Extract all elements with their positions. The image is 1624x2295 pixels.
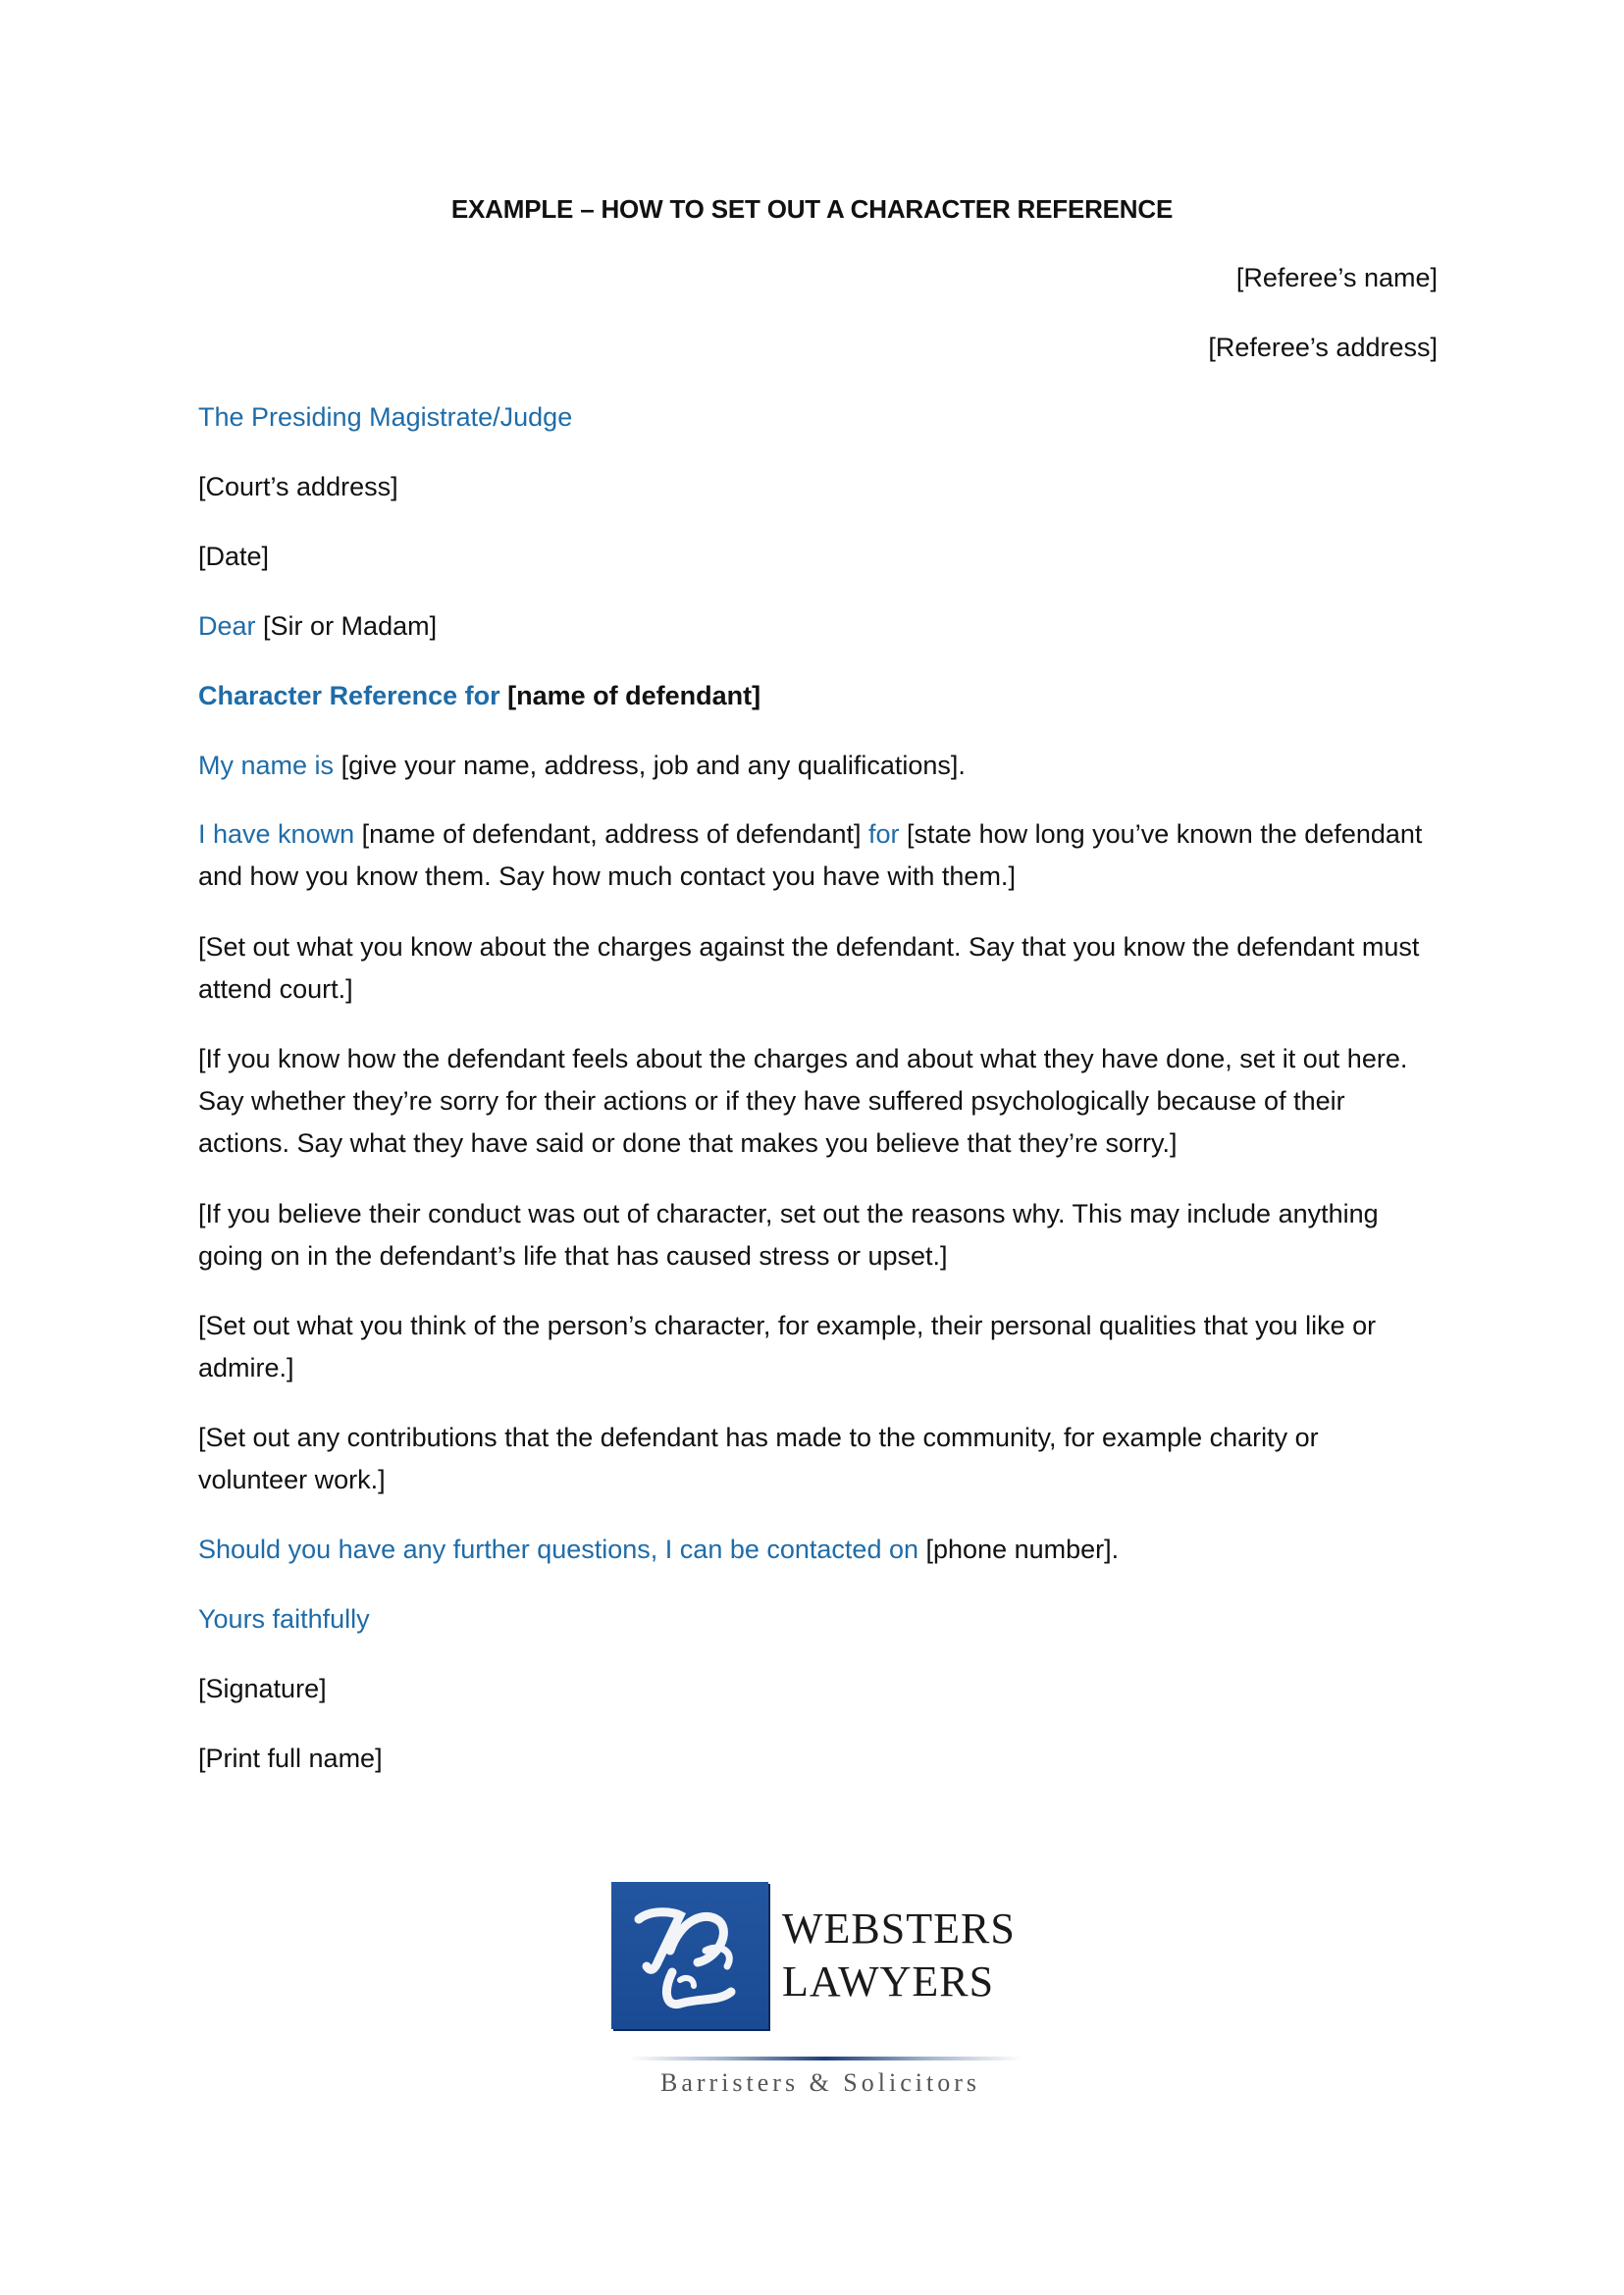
logo-line-2: LAWYERS — [782, 1957, 995, 2006]
court-address: [Court’s address] — [198, 472, 398, 501]
charges-paragraph: [Set out what you know about the charges against the defendant. Say that you know the defendant must attend court.] — [198, 932, 1420, 1004]
logo-tagline: Barristers & Solicitors — [660, 2068, 980, 2097]
signature-placeholder: [Signature] — [198, 1674, 327, 1703]
conduct-paragraph: [If you believe their conduct was out of character, set out the reasons why. This may include anything going on in the defendant’s life that has caused stress or upset.] — [198, 1199, 1379, 1271]
known-placeholder-2: [state how long you’ve known the defendant and how you know them. Say how much contact you have with them.] — [198, 819, 1423, 891]
contact-prefix: Should you have any further questions, I can be contacted on — [198, 1535, 918, 1564]
logo-divider — [629, 2057, 1022, 2060]
addressee: The Presiding Magistrate/Judge — [198, 402, 573, 432]
contact-placeholder: [phone number]. — [925, 1535, 1120, 1564]
document-title: EXAMPLE – HOW TO SET OUT A CHARACTER REFERENCE — [450, 194, 1174, 224]
community-paragraph: [Set out any contributions that the defendant has made to the community, for example charity or volunteer work.] — [198, 1423, 1319, 1494]
remorse-paragraph: [If you know how the defendant feels about the charges and about what they have done, set it out here. Say whether they’re sorry for their actions or if they have suffered psychologically because of their actions. Say what they have said or done that makes you believe that they’re sorry.] — [198, 1044, 1408, 1158]
known-prefix: I have known — [198, 819, 355, 849]
subject-prefix: Character Reference for — [198, 681, 500, 710]
print-name-placeholder: [Print full name] — [198, 1744, 383, 1773]
wl-monogram-icon — [611, 1882, 768, 2029]
contact-line — [198, 1535, 1119, 1565]
referee-name: [Referee’s name] — [1235, 263, 1438, 292]
closing: Yours faithfully — [198, 1604, 370, 1634]
subject-line — [198, 681, 760, 711]
salutation-prefix: Dear — [198, 611, 256, 641]
known-placeholder-1: [name of defendant, address of defendant] — [361, 819, 862, 849]
subject-placeholder: [name of defendant] — [507, 681, 761, 710]
known-connector: for — [868, 819, 900, 849]
letter-date: [Date] — [198, 542, 270, 571]
intro-placeholder: [give your name, address, job and any qualifications]. — [341, 751, 966, 780]
referee-address: [Referee’s address] — [1208, 333, 1438, 362]
intro-prefix: My name is — [198, 751, 335, 780]
known-paragraph — [198, 813, 1435, 898]
logo-line-1: WEBSTERS — [782, 1904, 1016, 1953]
websters-lawyers-logo — [611, 1882, 1043, 2108]
salutation — [198, 611, 437, 642]
intro-line — [198, 751, 966, 781]
salutation-placeholder: [Sir or Madam] — [263, 611, 438, 641]
character-paragraph: [Set out what you think of the person’s character, for example, their personal qualities that you like or admire.] — [198, 1311, 1377, 1382]
